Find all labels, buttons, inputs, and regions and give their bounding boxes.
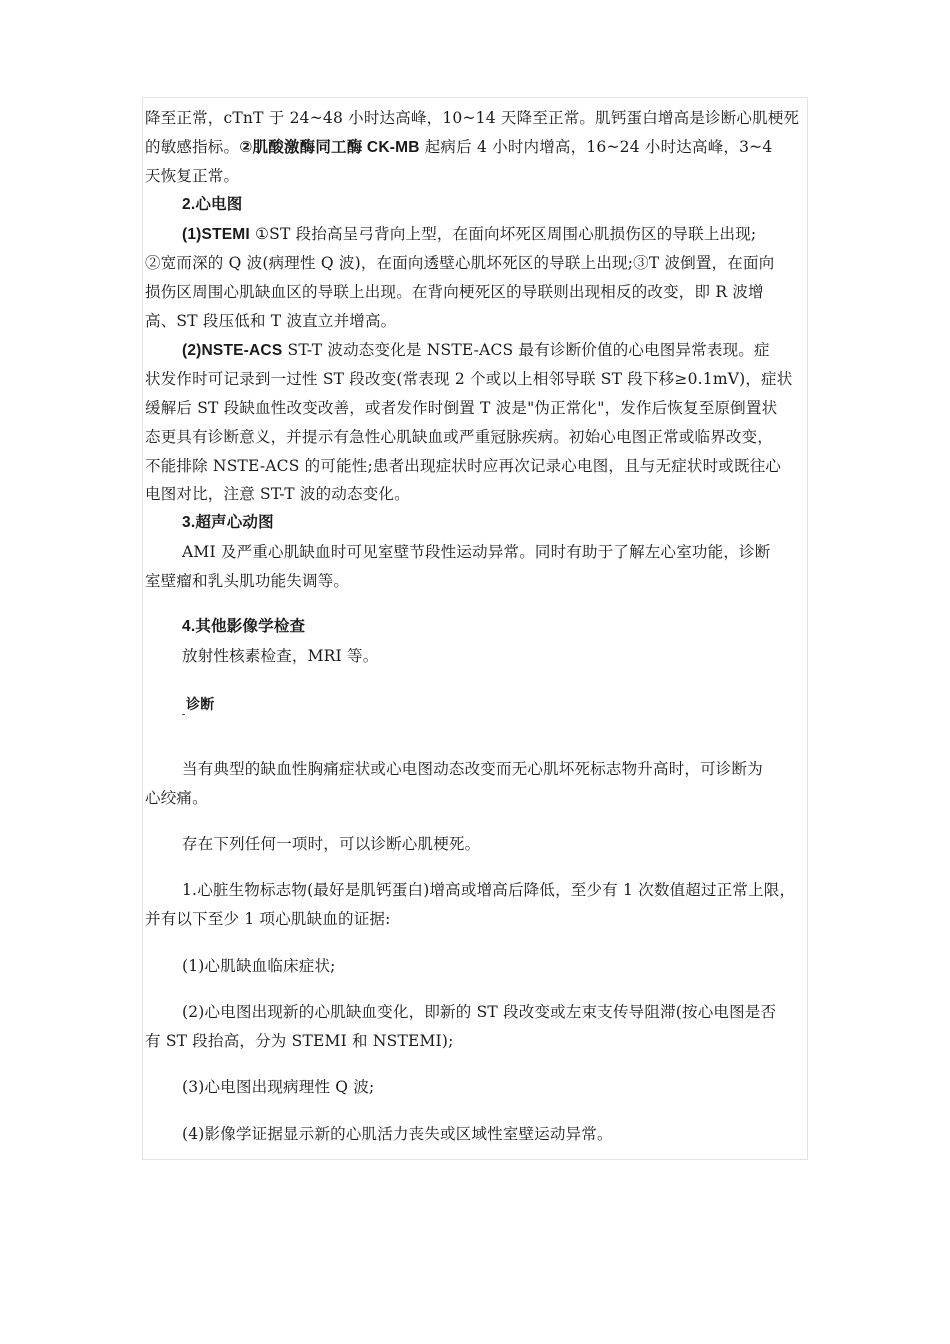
text-line: 有 ST 段抬高，分为 STEMI 和 NSTEMI); [145, 1032, 454, 1050]
text-run: 天恢复正常。 [145, 167, 240, 185]
text-line: 心绞痛。 [145, 789, 208, 807]
section-heading: 3.超声心动图 [182, 514, 274, 531]
list-item: (3)心电图出现病理性 Q 波; [182, 1078, 375, 1096]
text-line: 电图对比，注意 ST-T 波的动态变化。 [145, 485, 410, 503]
list-item: (2)心电图出现新的心肌缺血变化，即新的 ST 段改变或左束支传导阻滞(按心电图是否 [182, 1003, 777, 1021]
text-run: ①ST 段抬高呈弓背向上型，在面向坏死区周围心肌损伤区的导联上出现; [249, 225, 757, 243]
text-line: 缓解后 ST 段缺血性改变改善，或者发作时倒置 T 波是"伪正常化"，发作后恢复至原倒置状 [145, 399, 778, 417]
text-run: ST-T 波动态变化是 NSTE-ACS 最有诊断价值的心电图异常表现。症 [282, 341, 770, 359]
text-line [182, 340, 770, 361]
text-line: 高、ST 段压低和 T 波直立并增高。 [145, 312, 397, 330]
text-line: 损伤区周围心肌缺血区的导联上出现。在背向梗死区的导联则出现相反的改变，即 R 波增 [145, 283, 764, 301]
text-line: 当有典型的缺血性胸痛症状或心电图动态改变而无心肌坏死标志物升高时，可诊断为 [182, 760, 763, 778]
text-run: 降至正常，cTnT 于 24~48 小时达高峰，10~14 天降至正常。肌钙蛋白增高是诊断心肌梗死 [145, 109, 800, 127]
ck-mb-term: ②肌酸激酶同工酶 CK-MB [239, 139, 420, 156]
text-line: 1.心脏生物标志物(最好是肌钙蛋白)增高或增高后降低，至少有 1 次数值超过正常上限， [182, 881, 796, 899]
text-line: AMI 及严重心肌缺血时可见室壁节段性运动异常。同时有助于了解左心室功能，诊断 [182, 543, 771, 561]
text-line: ②宽而深的 Q 波(病理性 Q 波)，在面向透壁心肌坏死区的导联上出现;③T 波倒置，在面向 [145, 254, 775, 272]
list-item: (1)心肌缺血临床症状; [182, 957, 336, 975]
text-line [182, 224, 756, 245]
section-heading: 4.其他影像学检查 [182, 618, 306, 635]
text-line [145, 166, 239, 186]
diagnosis-heading: 诊断 [186, 696, 215, 712]
text-run: 起病后 4 小时内增高，16~24 小时达高峰，3~4 [419, 138, 773, 156]
text-line: 放射性核素检查，MRI 等。 [182, 647, 379, 665]
text-line: 状发作时可记录到一过性 ST 段改变(常表现 2 个或以上相邻导联 ST 段下移≥0.1mV)，症状 [145, 370, 793, 388]
divider-mark [182, 714, 185, 715]
stemi-term: (1)STEMI [182, 226, 250, 243]
text-line [145, 137, 772, 158]
text-line: 并有以下至少 1 项心肌缺血的证据: [145, 910, 391, 928]
text-run: 的敏感指标。 [145, 138, 240, 156]
list-item: (4)影像学证据显示新的心肌活力丧失或区域性室壁运动异常。 [182, 1125, 613, 1143]
text-line [145, 108, 799, 128]
text-line: 不能排除 NSTE-ACS 的可能性;患者出现症状时应再次记录心电图，且与无症状时或既往心 [145, 457, 782, 475]
text-line: 室壁瘤和乳头肌功能失调等。 [145, 572, 350, 590]
text-line: 存在下列任何一项时，可以诊断心肌梗死。 [182, 835, 481, 853]
nste-acs-term: (2)NSTE-ACS [182, 342, 283, 359]
text-line: 态更具有诊断意义，并提示有急性心肌缺血或严重冠脉疾病。初始心电图正常或临界改变， [145, 428, 774, 446]
section-heading: 2.心电图 [182, 196, 243, 213]
